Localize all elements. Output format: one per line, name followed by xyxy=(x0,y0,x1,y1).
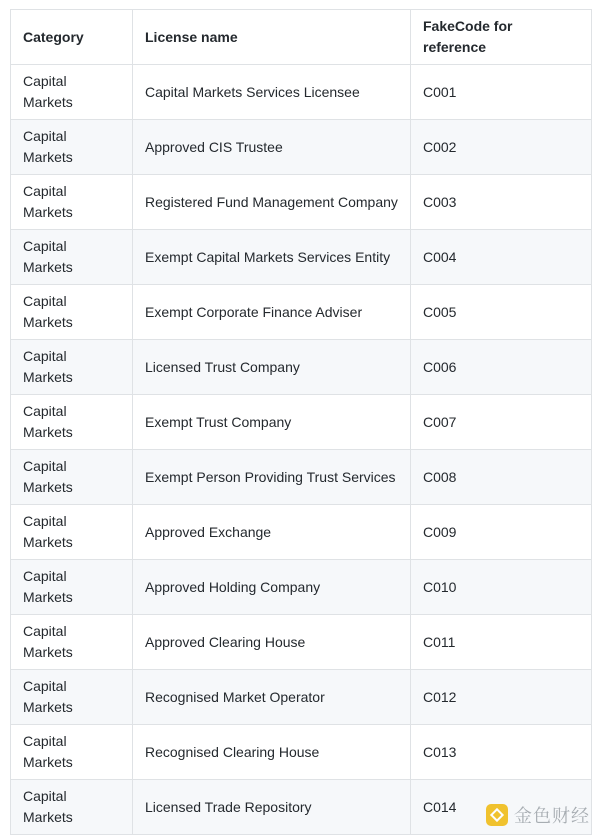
cell-license-name: Capital Markets Services Licensee xyxy=(133,65,411,120)
cell-code: C002 xyxy=(411,120,592,175)
cell-category: Capital Markets xyxy=(11,670,133,725)
table-header xyxy=(11,10,592,65)
cell-license-name: Recognised Clearing House xyxy=(133,725,411,780)
cell-category: Capital Markets xyxy=(11,505,133,560)
cell-license-name: Recognised Market Operator xyxy=(133,670,411,725)
header-category: Category xyxy=(11,10,133,65)
table-row xyxy=(11,560,592,615)
license-table xyxy=(10,9,592,835)
cell-category: Capital Markets xyxy=(11,65,133,120)
table-row xyxy=(11,615,592,670)
table-row xyxy=(11,725,592,780)
cell-code: C005 xyxy=(411,285,592,340)
watermark xyxy=(486,802,590,828)
header-fakecode: FakeCode for reference xyxy=(411,10,592,65)
table-body xyxy=(11,65,592,835)
table-row xyxy=(11,175,592,230)
header-license-name: License name xyxy=(133,10,411,65)
cell-code: C008 xyxy=(411,450,592,505)
cell-category: Capital Markets xyxy=(11,120,133,175)
table-row xyxy=(11,670,592,725)
cell-license-name: Licensed Trade Repository xyxy=(133,780,411,835)
cell-code: C004 xyxy=(411,230,592,285)
cell-category: Capital Markets xyxy=(11,340,133,395)
watermark-text: 金色财经 xyxy=(514,806,590,826)
cell-category: Capital Markets xyxy=(11,615,133,670)
cell-code: C001 xyxy=(411,65,592,120)
table-row xyxy=(11,120,592,175)
cell-license-name: Exempt Corporate Finance Adviser xyxy=(133,285,411,340)
cell-license-name: Approved Exchange xyxy=(133,505,411,560)
table-row xyxy=(11,450,592,505)
cell-license-name: Licensed Trust Company xyxy=(133,340,411,395)
cell-category: Capital Markets xyxy=(11,395,133,450)
table-row xyxy=(11,340,592,395)
cell-category: Capital Markets xyxy=(11,450,133,505)
cell-category: Capital Markets xyxy=(11,725,133,780)
cell-code: C013 xyxy=(411,725,592,780)
jinse-logo-icon xyxy=(486,804,508,826)
cell-code: C014 xyxy=(411,780,592,835)
cell-code: C006 xyxy=(411,340,592,395)
header-row xyxy=(11,10,592,65)
table-row xyxy=(11,395,592,450)
table-row xyxy=(11,505,592,560)
cell-code: C011 xyxy=(411,615,592,670)
cell-license-name: Approved Clearing House xyxy=(133,615,411,670)
table-row xyxy=(11,65,592,120)
cell-license-name: Exempt Trust Company xyxy=(133,395,411,450)
cell-license-name: Exempt Capital Markets Services Entity xyxy=(133,230,411,285)
cell-code: C003 xyxy=(411,175,592,230)
cell-code: C007 xyxy=(411,395,592,450)
cell-category: Capital Markets xyxy=(11,560,133,615)
cell-code: C012 xyxy=(411,670,592,725)
cell-license-name: Registered Fund Management Company xyxy=(133,175,411,230)
table-row xyxy=(11,230,592,285)
cell-category: Capital Markets xyxy=(11,780,133,835)
cell-category: Capital Markets xyxy=(11,285,133,340)
table-row xyxy=(11,285,592,340)
cell-code: C010 xyxy=(411,560,592,615)
cell-category: Capital Markets xyxy=(11,230,133,285)
cell-category: Capital Markets xyxy=(11,175,133,230)
cell-code: C009 xyxy=(411,505,592,560)
cell-license-name: Approved Holding Company xyxy=(133,560,411,615)
cell-license-name: Exempt Person Providing Trust Services xyxy=(133,450,411,505)
cell-license-name: Approved CIS Trustee xyxy=(133,120,411,175)
